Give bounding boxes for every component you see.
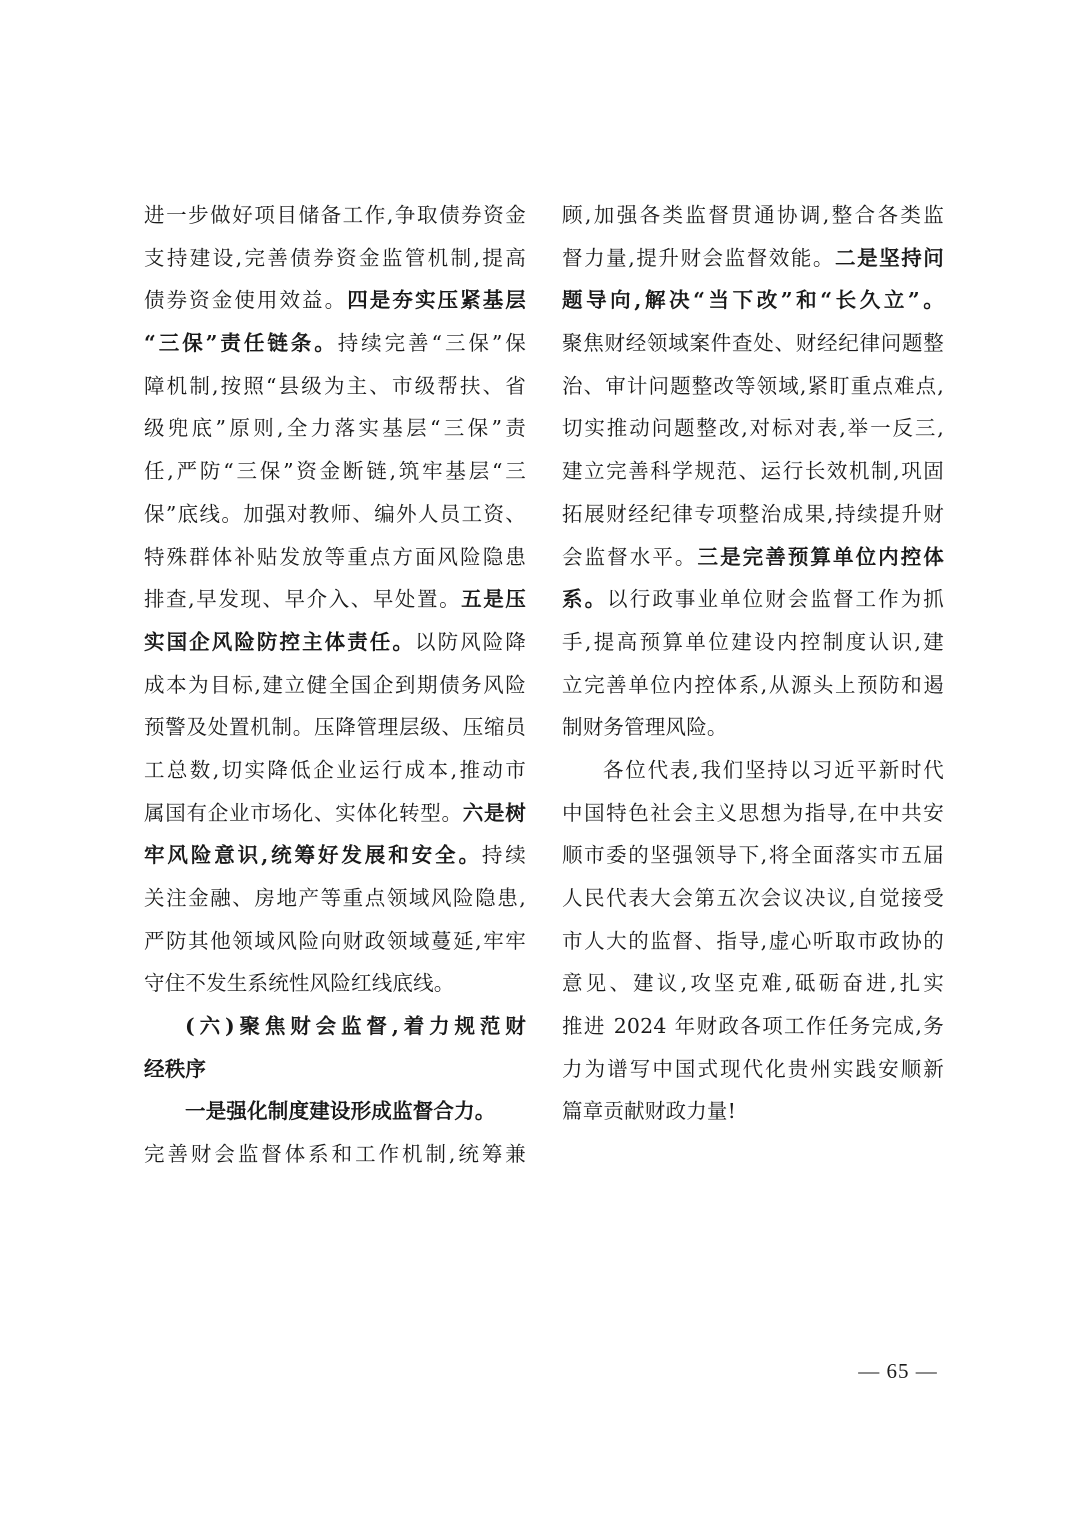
bold-heading: 题导向,解决“当下改”和“长久立”。 [562,288,944,313]
bold-heading: 五是压 [461,587,526,612]
text-line: 特殊群体补贴发放等重点方面风险隐患 [144,544,526,569]
text-line: 工总数,切实降低企业运行成本,推动市 [144,757,526,782]
text-line: 保”底线。加强对教师、编外人员工资、 [144,501,526,526]
text-run: 会监督水平。 [562,544,698,569]
bold-heading: 一是强化制度建设形成监督合力。 [185,1099,496,1124]
text-line [144,834,526,877]
page-number: — 65 — [858,1359,938,1383]
text-run: 持续 [481,843,526,868]
text-line: 支持建设,完善债券资金监管机制,提高 [144,245,526,270]
text-line [562,578,944,621]
text-line: 立完善单位内控体系,从源头上预防和遏 [562,672,944,697]
text-line: 市人大的监督、指导,虚心听取市政协的 [562,928,944,953]
text-run: 属国有企业市场化、实体化转型。 [144,800,463,825]
text-run: 排查,早发现、早介入、早处置。 [144,587,462,612]
text-line [144,578,526,621]
text-line: 任,严防“三保”资金断链,筑牢基层“三 [144,459,526,484]
text-line: 守住不发生系统性风险红线底线。 [144,971,455,996]
text-line [144,322,526,365]
text-line: 力为谱写中国式现代化贵州实践安顺新 [562,1056,944,1081]
bold-heading: 牢风险意识,统筹好发展和安全。 [144,843,482,868]
text-run: 以防风险降 [414,629,526,654]
text-line: 进一步做好项目储备工作,争取债券资金 [144,203,526,227]
text-line: 完善财会监督体系和工作机制,统筹兼 [144,1142,526,1167]
text-line: 顺市委的坚强领导下,将全面落实市五届 [562,843,944,868]
text-line: 手,提高预算单位建设内控制度认识,建 [562,629,944,654]
bold-heading: 四是夯实压紧基层 [347,288,526,313]
text-line: 拓展财经纪律专项整治成果,持续提升财 [562,501,944,526]
text-line: 聚焦财经领域案件查处、财经纪律问题整 [562,331,944,356]
right-text-column [562,194,944,1133]
text-line [562,536,944,579]
text-line: 障机制,按照“县级为主、市级帮扶、省 [144,373,526,398]
text-line: 各位代表,我们坚持以习近平新时代 [603,757,944,782]
left-text-column [144,194,526,1176]
text-line: 成本为目标,建立健全国企到期债务风险 [144,672,526,697]
text-line: 级兜底”原则,全力落实基层“三保”责 [144,416,526,441]
bold-heading: 三是完善预算单位内控体 [697,544,944,569]
bold-heading: 实国企风险防控主体责任。 [144,629,415,654]
text-line: 顾,加强各类监督贯通协调,整合各类监 [562,203,944,227]
text-line [144,792,526,835]
bold-heading: 二是坚持问 [835,245,944,270]
section-heading: (六)聚焦财会监督,着力规范财 [185,1014,526,1039]
text-run: 债券资金使用效益。 [144,288,348,313]
text-run: 持续完善“三保”保 [337,331,526,356]
bold-heading: 六是树 [462,800,526,825]
text-line [562,237,944,280]
bold-heading: “三保”责任链条。 [144,331,338,356]
text-line: 预警及处置机制。压降管理层级、压缩员 [144,715,526,740]
text-line: 建立完善科学规范、运行长效机制,巩固 [562,459,944,484]
text-run: 以行政事业单位财会监督工作为抓 [607,587,944,612]
text-line: 治、审计问题整改等领域,紧盯重点难点, [562,373,944,398]
text-line: 人民代表大会第五次会议决议,自觉接受 [562,886,944,910]
text-line: 关注金融、房地产等重点领域风险隐患, [144,886,526,910]
section-heading: 经秩序 [144,1056,207,1081]
text-line: 制财务管理风险。 [562,715,728,740]
text-line: 意见、建议,攻坚克难,砥砺奋进,扎实 [562,971,944,996]
bold-heading: 系。 [562,587,608,612]
text-line: 篇章贡献财政力量! [562,1099,737,1124]
text-line [144,279,526,322]
text-line: 严防其他领域风险向财政领域蔓延,牢牢 [144,928,526,953]
text-line: 切实推动问题整改,对标对表,举一反三, [562,416,944,441]
text-line: 推进 2024 年财政各项工作任务完成,务 [562,1014,944,1039]
text-line [144,621,526,664]
text-line: 中国特色社会主义思想为指导,在中共安 [562,800,944,825]
text-run: 督力量,提升财会监督效能。 [562,245,835,270]
